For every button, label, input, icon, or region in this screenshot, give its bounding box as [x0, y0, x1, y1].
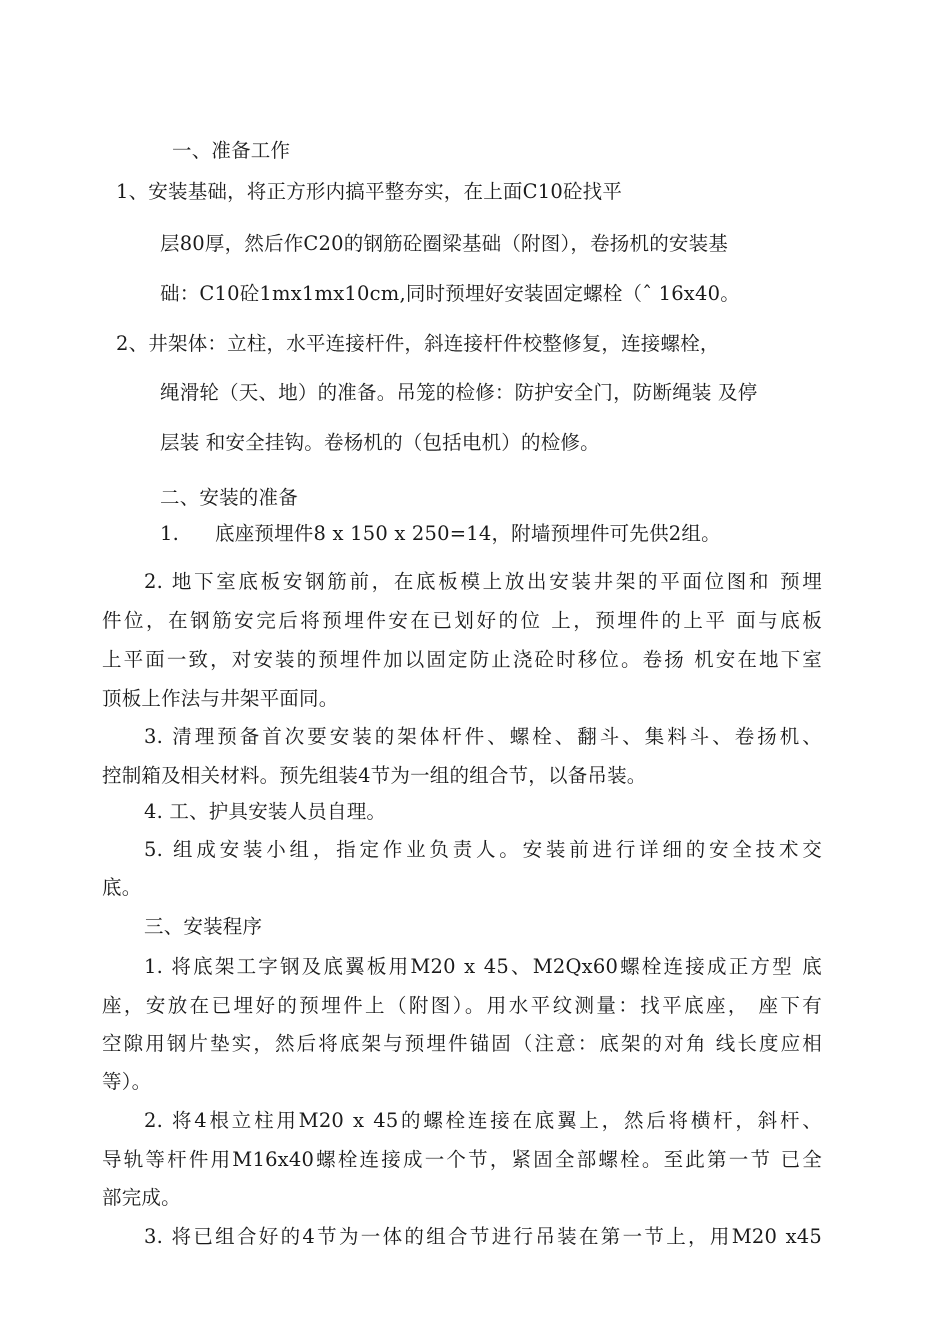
paragraph-line: 层装 和安全挂钩。卷杨机的（包括电机）的检修。 [160, 431, 600, 454]
paragraph-line: 空隙用钢片垫实，然后将底架与预埋件锚固（注意：底架的对角 线长度应相 [102, 1032, 822, 1055]
paragraph-line: 1. 将底架工字钢及底翼板用M20 x 45、M2Qx60螺栓连接成正方型 底 [144, 955, 822, 978]
paragraph-line: 3. 清理预备首次要安装的架体杆件、螺栓、翻斗、集料斗、卷扬机、 [144, 725, 822, 748]
section-heading-preparation: 一、准备工作 [172, 139, 291, 162]
paragraph-line: 2. 地下室底板安钢筋前，在底板模上放出安装井架的平面位图和 预埋 [144, 570, 822, 593]
section-heading-install-procedure: 三、安装程序 [144, 915, 263, 938]
paragraph-line: 座，安放在已埋好的预埋件上（附图）。用水平纹测量：找平底座， 座下有 [102, 994, 822, 1017]
paragraph-line: 5. 组成安装小组，指定作业负责人。安装前进行详细的安全技术交 [144, 838, 822, 861]
paragraph-line: 绳滑轮（天、地）的准备。吊笼的检修：防护安全门，防断绳装 及停 [160, 381, 758, 404]
paragraph-line: 底。 [102, 876, 142, 899]
paragraph-line: 层80厚，然后作C20的钢筋砼圈梁基础（附图），卷扬机的安装基 [160, 232, 728, 255]
paragraph-line: 等）。 [102, 1070, 152, 1093]
paragraph-line: 3. 将已组合好的4节为一体的组合节进行吊装在第一节上，用M20 x45 [144, 1225, 822, 1248]
paragraph-line: 2、井架体：立柱，水平连接杆件，斜连接杆件校整修复，连接螺栓， [116, 332, 720, 355]
paragraph-line: 底座预埋件8 x 150 x 250=14，附墙预埋件可先供2组。 [215, 522, 721, 545]
paragraph-line: 部完成。 [102, 1186, 181, 1209]
paragraph-line: 控制箱及相关材料。预先组装4节为一组的组合节，以备吊装。 [102, 764, 647, 787]
paragraph-line: 导轨等杆件用M16x40螺栓连接成一个节，紧固全部螺栓。至此第一节 已全 [102, 1148, 822, 1171]
list-number: 1. [160, 522, 180, 545]
section-heading-install-preparation: 二、安装的准备 [160, 486, 298, 509]
paragraph-line: 件位，在钢筋安完后将预埋件安在已划好的位 上，预埋件的上平 面与底板 [102, 609, 822, 632]
paragraph-line: 顶板上作法与井架平面同。 [102, 687, 339, 710]
paragraph-line: 1、安装基础，将正方形内搞平整夯实，在上面C10砼找平 [116, 180, 623, 203]
paragraph-line: 4. 工、护具安装人员自理。 [144, 800, 387, 823]
paragraph-line: 础：C10砼1mx1mx10cm,同时预埋好安装固定螺栓（ˆ 16x40。 [160, 282, 740, 305]
paragraph-line: 上平面一致，对安装的预埋件加以固定防止浇砼时移位。卷扬 机安在地下室 [102, 648, 822, 671]
paragraph-line: 2. 将4根立柱用M20 x 45的螺栓连接在底翼上，然后将横杆，斜杆、 [144, 1109, 822, 1132]
